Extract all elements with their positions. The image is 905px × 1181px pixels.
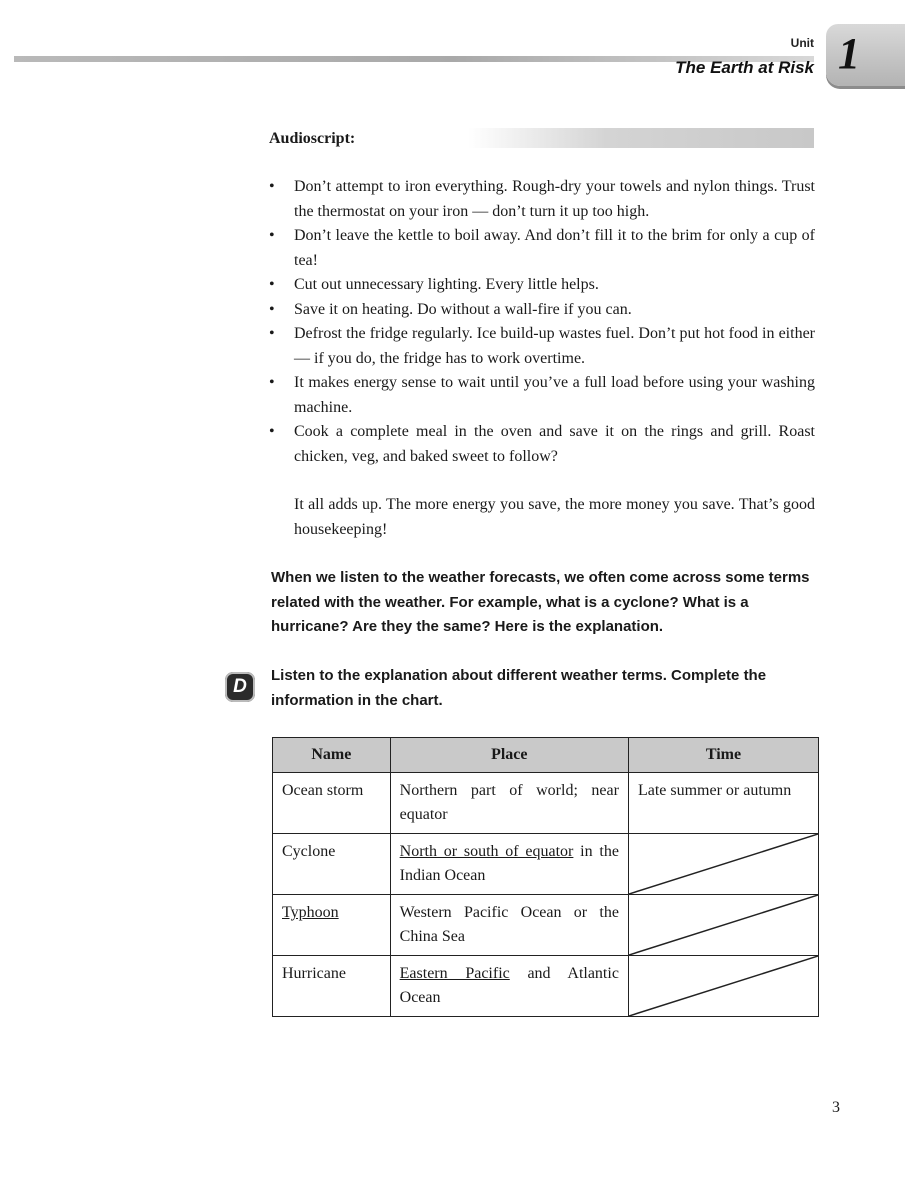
bullet-dot-icon: • (269, 300, 275, 318)
intro-paragraph: When we listen to the weather forecasts, we often come across some terms related with the weather. For example, what is a cyclone? What is a hurricane? Are they the same? Here is the explanation. (271, 569, 810, 635)
audioscript-bullets (269, 175, 815, 469)
bullet-dot-icon: • (269, 423, 275, 440)
bullet-text: It makes energy sense to wait until you’ve a full load before using your washing machine. (294, 374, 815, 416)
unit-label: Unit (790, 36, 814, 50)
table-row (273, 956, 819, 1017)
weather-terms-table (272, 737, 819, 1017)
cell-place (390, 956, 628, 1017)
cell-time-crossed (628, 834, 818, 895)
bullet-item (269, 298, 815, 323)
cell-name: Cyclone (273, 834, 391, 895)
bullet-text: Cook a complete meal in the oven and save it on the rings and grill. Roast chicken, veg, and baked sweet to follow? (294, 423, 815, 465)
bullet-item (269, 322, 815, 371)
unit-number: 1 (838, 29, 860, 78)
bullet-dot-icon: • (269, 374, 275, 391)
bullet-text: Cut out unnecessary lighting. Every little helps. (294, 276, 599, 293)
task-badge: D (225, 672, 255, 702)
cell-name: Ocean storm (273, 773, 391, 834)
unit-title: The Earth at Risk (675, 58, 814, 77)
header-time: Time (628, 738, 818, 773)
bullet-text: Defrost the fridge regularly. Ice build-up wastes fuel. Don’t put hot food in either — if you do, the fridge has to work overtime. (294, 325, 815, 367)
audioscript-closing: It all adds up. The more energy you save, the more money you save. That’s good housekeeping! (294, 496, 815, 538)
table-row (273, 895, 819, 956)
place-text: Western Pacific Ocean or the China Sea (399, 904, 619, 945)
cell-place (390, 834, 628, 895)
cell-name: Hurricane (273, 956, 391, 1017)
cell-time: Late summer or autumn (628, 773, 818, 834)
table-row (273, 834, 819, 895)
place-text: and Atlantic Ocean (399, 965, 619, 1006)
bullet-dot-icon: • (269, 325, 275, 342)
header-name: Name (273, 738, 391, 773)
bullet-item (269, 273, 815, 298)
diagonal-slash-icon (629, 895, 818, 955)
page-number: 3 (832, 1099, 840, 1116)
audioscript-band (468, 128, 814, 148)
bullet-item (269, 224, 815, 273)
table-header-row (273, 738, 819, 773)
table-row (273, 773, 819, 834)
diagonal-slash-icon (629, 834, 818, 894)
bullet-text: Save it on heating. Do without a wall-fire if you can. (294, 300, 632, 318)
place-text: in the Indian Ocean (399, 843, 619, 884)
header-place: Place (390, 738, 628, 773)
bullet-text: Don’t attempt to iron everything. Rough-dry your towels and nylon things. Trust the thermostat on your iron — don’t turn it up too high. (294, 178, 815, 220)
task-instruction: Listen to the explanation about different weather terms. Complete the information in the chart. (271, 667, 767, 709)
name-answer: Typhoon (282, 904, 339, 921)
cell-time-crossed (628, 956, 818, 1017)
bullet-item (269, 175, 815, 224)
bullet-dot-icon: • (269, 178, 275, 195)
place-answer: North or south of equator (399, 843, 574, 860)
cell-place (390, 895, 628, 956)
cell-place (390, 773, 628, 834)
place-text: Northern part of world; near equator (399, 782, 619, 823)
diagonal-slash-icon (629, 956, 818, 1016)
cell-time-crossed (628, 895, 818, 956)
bullet-item (269, 420, 815, 469)
cell-name (273, 895, 391, 956)
bullet-item (269, 371, 815, 420)
audioscript-title: Audioscript: (269, 130, 356, 147)
bullet-dot-icon: • (269, 276, 275, 293)
place-answer: Eastern Pacific (399, 965, 510, 982)
bullet-text: Don’t leave the kettle to boil away. And don’t fill it to the brim for only a cup of tea! (294, 227, 815, 269)
bullet-dot-icon: • (269, 227, 275, 244)
